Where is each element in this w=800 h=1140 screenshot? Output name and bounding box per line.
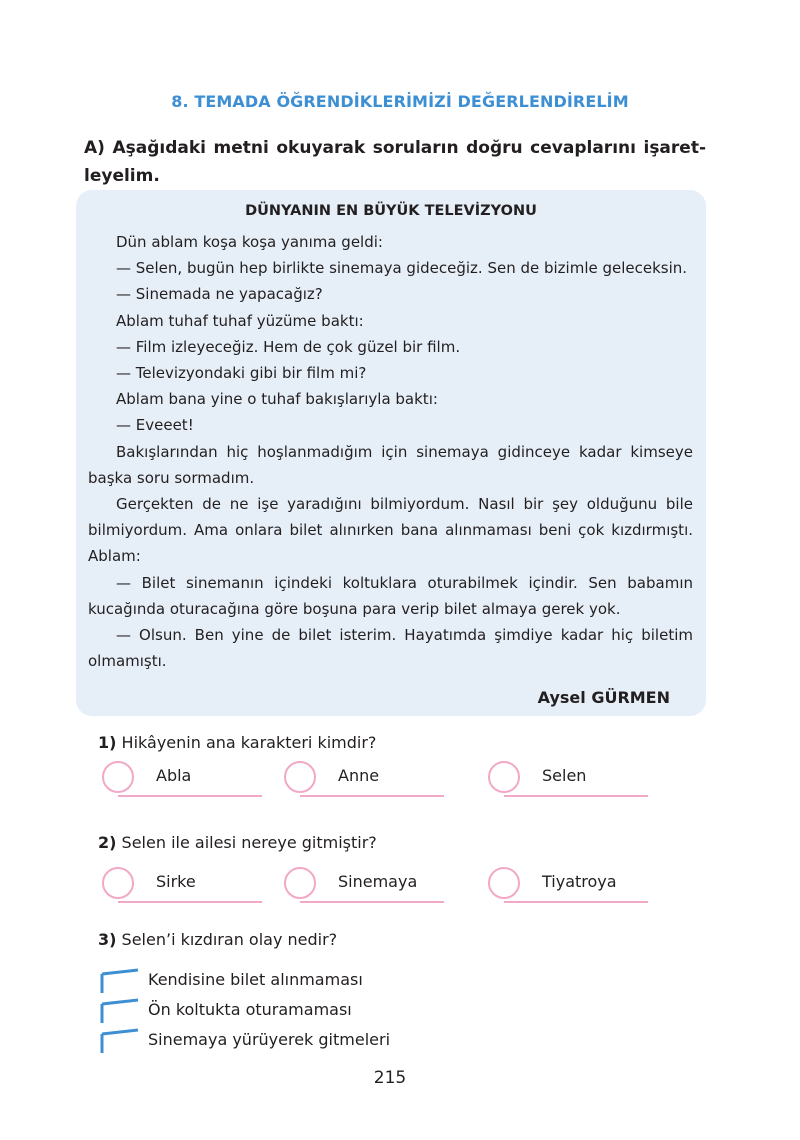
story-paragraph: — Selen, bugün hep birlikte sinemaya gideceğiz. Sen de bizimle geleceksin. <box>116 259 688 278</box>
question-number: 1) <box>98 733 117 752</box>
question-text: Selen ile ailesi nereye gitmiştir? <box>121 833 377 852</box>
story-title: DÜNYANIN EN BÜYÜK TELEVİZYONU <box>245 203 537 219</box>
story-paragraph: — Film izleyeceğiz. Hem de çok güzel bir film. <box>116 337 461 356</box>
option-label: Kendisine bilet alınmaması <box>148 970 363 989</box>
instruction-text: A) Aşağıdaki metni okuyarak soruların doğru cevaplarını işaret-leyelim. <box>84 138 706 186</box>
option-label: Ön koltukta oturamaması <box>148 1000 352 1019</box>
question-3 <box>98 930 337 949</box>
unit-title: 8. TEMADA ÖĞRENDİKLERİMİZİ DEĞERLENDİRELİM <box>171 92 629 111</box>
story-author: Aysel GÜRMEN <box>537 688 670 707</box>
option-2a[interactable] <box>102 867 260 903</box>
checkbox-icon[interactable] <box>100 968 140 994</box>
story-paragraph: — Bilet sinemanın içindeki koltuklara oturabilmek içindir. Sen babamın kucağında oturacağına göre boşuna para verip bilet almaya gerek yok. <box>88 573 693 618</box>
question-2 <box>98 833 377 852</box>
page-number: 215 <box>373 1068 407 1088</box>
question-1 <box>98 733 376 752</box>
option-label: Selen <box>542 766 587 785</box>
option-label: Sirke <box>156 872 196 891</box>
question-text: Hikâyenin ana karakteri kimdir? <box>121 733 377 752</box>
option-1a[interactable] <box>102 761 260 797</box>
story-paragraph: — Olsun. Ben yine de bilet isterim. Hayatımda şimdiye kadar hiç biletim olmamıştı. <box>88 626 693 671</box>
option-2c[interactable] <box>488 867 646 903</box>
radio-circle-icon[interactable] <box>284 867 316 899</box>
story-paragraph: — Sinemada ne yapacağız? <box>116 285 323 304</box>
option-label: Sinemaya yürüyerek gitmeleri <box>148 1030 391 1049</box>
option-label: Abla <box>156 766 192 785</box>
story-paragraph: — Televizyondaki gibi bir film mi? <box>116 364 367 383</box>
checkbox-icon[interactable] <box>100 1028 140 1054</box>
story-paragraph: — Eveeet! <box>116 416 194 435</box>
option-underline <box>300 901 444 904</box>
option-label: Sinemaya <box>338 872 418 891</box>
story-paragraph: Ablam bana yine o tuhaf bakışlarıyla baktı: <box>116 390 438 409</box>
radio-circle-icon[interactable] <box>488 867 520 899</box>
radio-circle-icon[interactable] <box>488 761 520 793</box>
option-underline <box>118 901 262 904</box>
option-underline <box>300 795 444 798</box>
question-text: Selen’i kızdıran olay nedir? <box>121 930 338 949</box>
option-1c[interactable] <box>488 761 646 797</box>
story-body <box>88 229 693 674</box>
question-number: 3) <box>98 930 117 949</box>
option-2b[interactable] <box>284 867 442 903</box>
option-label: Tiyatroya <box>542 872 617 891</box>
radio-circle-icon[interactable] <box>284 761 316 793</box>
story-paragraph: Gerçekten de ne işe yaradığını bilmiyordum. Nasıl bir şey olduğunu bile bilmiyordum. Ama onlara bilet alınırken bana alınmaması beni çok kızdırmıştı. Ablam: <box>88 495 693 566</box>
option-1b[interactable] <box>284 761 442 797</box>
story-paragraph: Ablam tuhaf tuhaf yüzüme baktı: <box>116 311 364 330</box>
story-paragraph: Dün ablam koşa koşa yanıma geldi: <box>116 233 383 251</box>
option-label: Anne <box>338 766 380 785</box>
question-number: 2) <box>98 833 117 852</box>
radio-circle-icon[interactable] <box>102 761 134 793</box>
option-underline <box>504 901 648 904</box>
checkbox-icon[interactable] <box>100 998 140 1024</box>
option-underline <box>118 795 262 798</box>
option-underline <box>504 795 648 798</box>
radio-circle-icon[interactable] <box>102 867 134 899</box>
story-paragraph: Bakışlarından hiç hoşlanmadığım için sinemaya gidinceye kadar kimseye başka soru sormadım. <box>88 442 693 487</box>
